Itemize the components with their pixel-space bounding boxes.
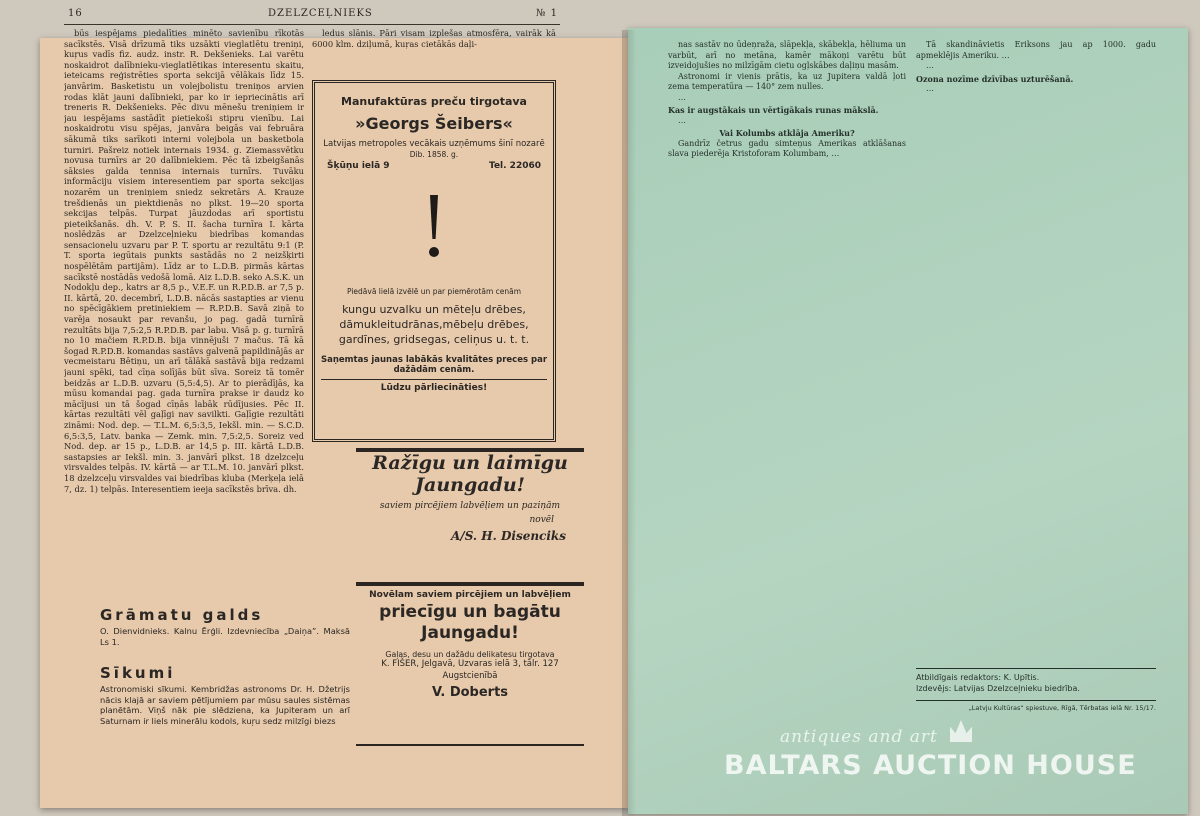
publisher-line: Izdevējs: Latvijas Dzelzceļnieku biedrība. (916, 684, 1080, 693)
ad1-phone: Tel. 22060 (489, 161, 541, 171)
right-col1-p4: … (678, 115, 686, 125)
ad1-sub2: Dib. 1858. g. (409, 150, 459, 159)
ad-bottom-rule (356, 744, 584, 746)
sports-text: būs iespējams piedalīties minēto savienību rīkotās sacīkstēs. Visā drīzumā tiks uzsākti vieglatlētu treniņi, kuŗus vadīs fiz. audz. instr. R. Dekšenieks. Lai varētu noskaidrot dalībnieku-vieglatlētikas interesentu skaitu, ieteicams reģistrēties sporta sekcijā vēlākais līdz 15. janvārim. Basketistu un volejbolistu treniņos arvien rodas klāt jauni dalībnieki, par ko ir iepriecinātis arī treneris R. Dekšenieks. Pēc divu mēnešu treniņiem ir jau iespējams sastādīt pietiekoši stipru vienību. Lai noskaidrotu visu spējas, janvāra beigās vai februāra sākumā tiks sarīkoti interni volejbola un basketbola turniri. Pašreiz notiek internais 1934. g. Ziemassvētku novusa turnīrs ar 20 dalībniekiem. Pēc tā izbeigšanās sāksies galda tennisa internais turnīrs. Tuvāku informāciju visiem interesentiem par sporta sekcijas nozarēm un treniņiem sniedz sekretārs A. Krauze trešdienās un piektdienās no plkst. 19—20 sporta sekcijas telpās. Turpat jāuzdodas arī sportistu pieteikšanās. dh. V. P. S. II. šacha turnīra I. kārta noslēdzās ar Dzelzceļnieku biedrības komandas sensacionelu uzvaru par P. T. sportu ar rezultātu 9:1 (P. T. sporta iegūtais punkts sastādās no 2 neizšķirti nospēlētām partijām). Līdz ar to L.D.B. pirmās kārtas sacīkstē nostādās vedošā lomā. Aiz L.D.B. seko A.S.K. un Nodokļu dep., katrs ar 8,5 p., V.E.F. un R.P.D.B. ar 7,5 p. II. kārtā, 20. decembrī, L.D.B. nācās sastapties ar vienu no spēcīgākiem pretiniekiem — R.P.D.B. Savā ziņā to varēja nosaukt par revanšu, jo pag. gadā turnīrā rezultāts bija 7,5:2,5 R.P.D.B. par labu. Visā p. g. turnīrā no 10 mačiem R.P.D.B. bija vinnējuši 7 mačus. Tā kā šogad R.P.D.B. komandas sastāvs galvenā papildinājās ar vecmeistaru Bētiņu, un arī tālākā sastāvā bija redzami jauni spēki, tad cīņa solījās būt sīva. Soreiz tā tomēr beidzās ar L.D.B. uzvaru (5,5:4,5). Ar to pierādījās, ka mūsu komandai pag. gada turnīra prakse ir daudz ko mācījusi un tā šogad cīņās labāk rūdījusies. Pēc II. kārtas rezultāti vēl gaļīgi nav savilkti. Gaļīgie rezultāti zināmi: Nod. dep. — T.L.M. 6,5:3,5, Iekšl. min. — S.C.D. 6,5:3,5, Latv. banka — Zemk. min. 7,5:2,5. Soreiz ved Nod. dep. ar 15 p., L.D.B. ar 14,5 p. III. kārtā L.D.B. sastapsies ar Iekšl. min. 3. janvārī plkst. 18 dzelzceļu virsvaldes telpās. IV. kārtā — ar T.L.M. 10. janvārī plkst. 18 dzelzceļu virsvaldes vai biedrības kluba (Merķeļa ielā 7, dz. 1) telpās. Interesentiem ieeja sacīkstēs brīva. dh. (64, 28, 304, 494)
header-rule (64, 24, 560, 25)
books-section (100, 606, 350, 647)
imprint-rule (916, 668, 1156, 669)
running-header (68, 8, 558, 22)
ad1-goods: kungu uzvalku un mēteļu drēbes, dāmukleitudrānas,mēbeļu drēbes, gardīnes, gridsegas, celiņus u. t. t. (338, 303, 530, 346)
right-col1-p1: nas sastāv no ūdeņraža, slāpekļa, skābekļa, hēliuma un varbūt, arī no metāna, kamēr mākoņi varētu būt izveidojušies no milzīgām cietu ogļskābes daļiņu masām. (668, 40, 906, 70)
ad3-name: V. Doberts (431, 685, 509, 700)
seibers-advertisement (312, 80, 556, 442)
doberts-advertisement (356, 590, 584, 742)
ozona-heading: Ozona nozīme dzīvības uzturēšanā. (916, 73, 1074, 84)
ad3-respect: Augstcienībā (442, 671, 498, 681)
misc-section (100, 664, 350, 726)
disenciks-advertisement (356, 452, 584, 580)
kolumbs-heading: Vai Kolumbs atklāja Ameriku? (719, 128, 855, 138)
ad1-invite: Lūdzu pārliecināties! (321, 379, 547, 393)
printer-line: „Latvju Kultūras“ spiestuve, Rīgā, Tērbatas ielā Nr. 15/17. (968, 704, 1156, 712)
page-gutter (622, 30, 636, 816)
ad1-line1: Manufaktūras preču tirgotava (341, 95, 527, 108)
ad1-address: Šķūņu ielā 9 (327, 161, 390, 171)
runas-heading: Kas ir augstākais un vērtīgākais runas mākslā. (668, 105, 879, 115)
right-column-2 (916, 40, 1156, 666)
page-number: 16 (68, 8, 83, 19)
ad1-promo: Saņemtas jaunas labākās kvalitātes preces par dažādām cenām. (321, 355, 548, 375)
right-col1-p3: … (678, 92, 686, 102)
misc-heading: Sīkumi (100, 664, 176, 682)
editor-line: Atbildīgais redaktors: K. Upītis. (916, 673, 1040, 682)
ad3-line2: Gaļas, desu un dažādu delikatesu tirgotava (385, 650, 555, 659)
ad2-company: A/S. H. Disenciks (451, 529, 566, 543)
right-col2-p3: … (926, 84, 934, 93)
books-heading: Grāmatu galds (100, 606, 264, 624)
ad3-greeting: priecīgu un bagātu Jaungadu! (379, 602, 561, 643)
watermark-tagline: antiques and art (780, 727, 938, 747)
sports-column (64, 28, 304, 600)
right-col2-p1: Tā skandināvietis Eriksons jau ap 1000. gadu apmeklējis Ameriku. … (916, 40, 1156, 60)
books-text: O. Dienvidnieks. Kalnu Ērģli. Izdevniecība „Daiņa”. Maksā Ls 1. (100, 626, 350, 647)
ad1-sub1: Latvijas metropoles vecākais uzņēmums šinī nozarē (323, 139, 545, 149)
ad1-contact (321, 161, 547, 171)
exclamation-dot (429, 247, 439, 257)
ad-divider (356, 582, 584, 586)
ad1-name: »Georgs Šeibers« (355, 114, 513, 133)
ad3-line1: Novēlam saviem pircējiem un labvēļiem (369, 590, 571, 600)
right-col2-p2: … (926, 61, 934, 70)
right-column-1 (668, 40, 906, 690)
ad2-novel: novēl (529, 515, 554, 525)
issue-number: № 1 (535, 8, 558, 19)
right-col1-p2: Astronomi ir vienis prātis, ka uz Jupitera valdā ļoti zema temperatūra — 140° zem nulles. (668, 71, 906, 91)
astronomy-continuation-text: ledus slānis. Pāri visam izplešas atmosfēra, vairāk kā 6000 klm. dziļumā, kuŗas cietākās daļi- (312, 28, 556, 49)
watermark-brand: BALTARS AUCTION HOUSE (724, 750, 1137, 781)
exclamation-icon (424, 195, 444, 259)
imprint (916, 672, 1156, 694)
exclamation-bar (430, 195, 438, 239)
ad2-line: saviem pircējiem labvēļiem un paziņām (379, 501, 561, 511)
misc-text: Astronomiski sīkumi. Kembridžas astronoms Dr. H. Džetrijs nācis klajā ar saviem pētījumiem par mūsu saules sistēmas planētām. Viņš nāk pie slēdziena, ka Jupiteram un arī Saturnam ir liels minerālu kodols, kuŗu sedz milzīgi biezs (100, 684, 350, 726)
astronomy-continuation (312, 28, 556, 76)
newspaper-title: DZELZCEĻNIEKS (268, 8, 373, 19)
imprint-rule (916, 700, 1156, 701)
ad3-address: K. FIŠER, Jelgavā, Uzvaras ielā 3, tālr. 127 (381, 659, 559, 669)
ad2-greeting: Ražīgu un laimīgu Jaungadu! (372, 452, 568, 496)
right-col1-p5: Gandrīz četrus gadu simteņus Amerikas atklāšanas slava piederēja Kristoforam Kolumbam, … (668, 138, 906, 158)
ad1-offer: Piedāvā lielā izvēlē un par piemērotām cenām (346, 287, 522, 296)
